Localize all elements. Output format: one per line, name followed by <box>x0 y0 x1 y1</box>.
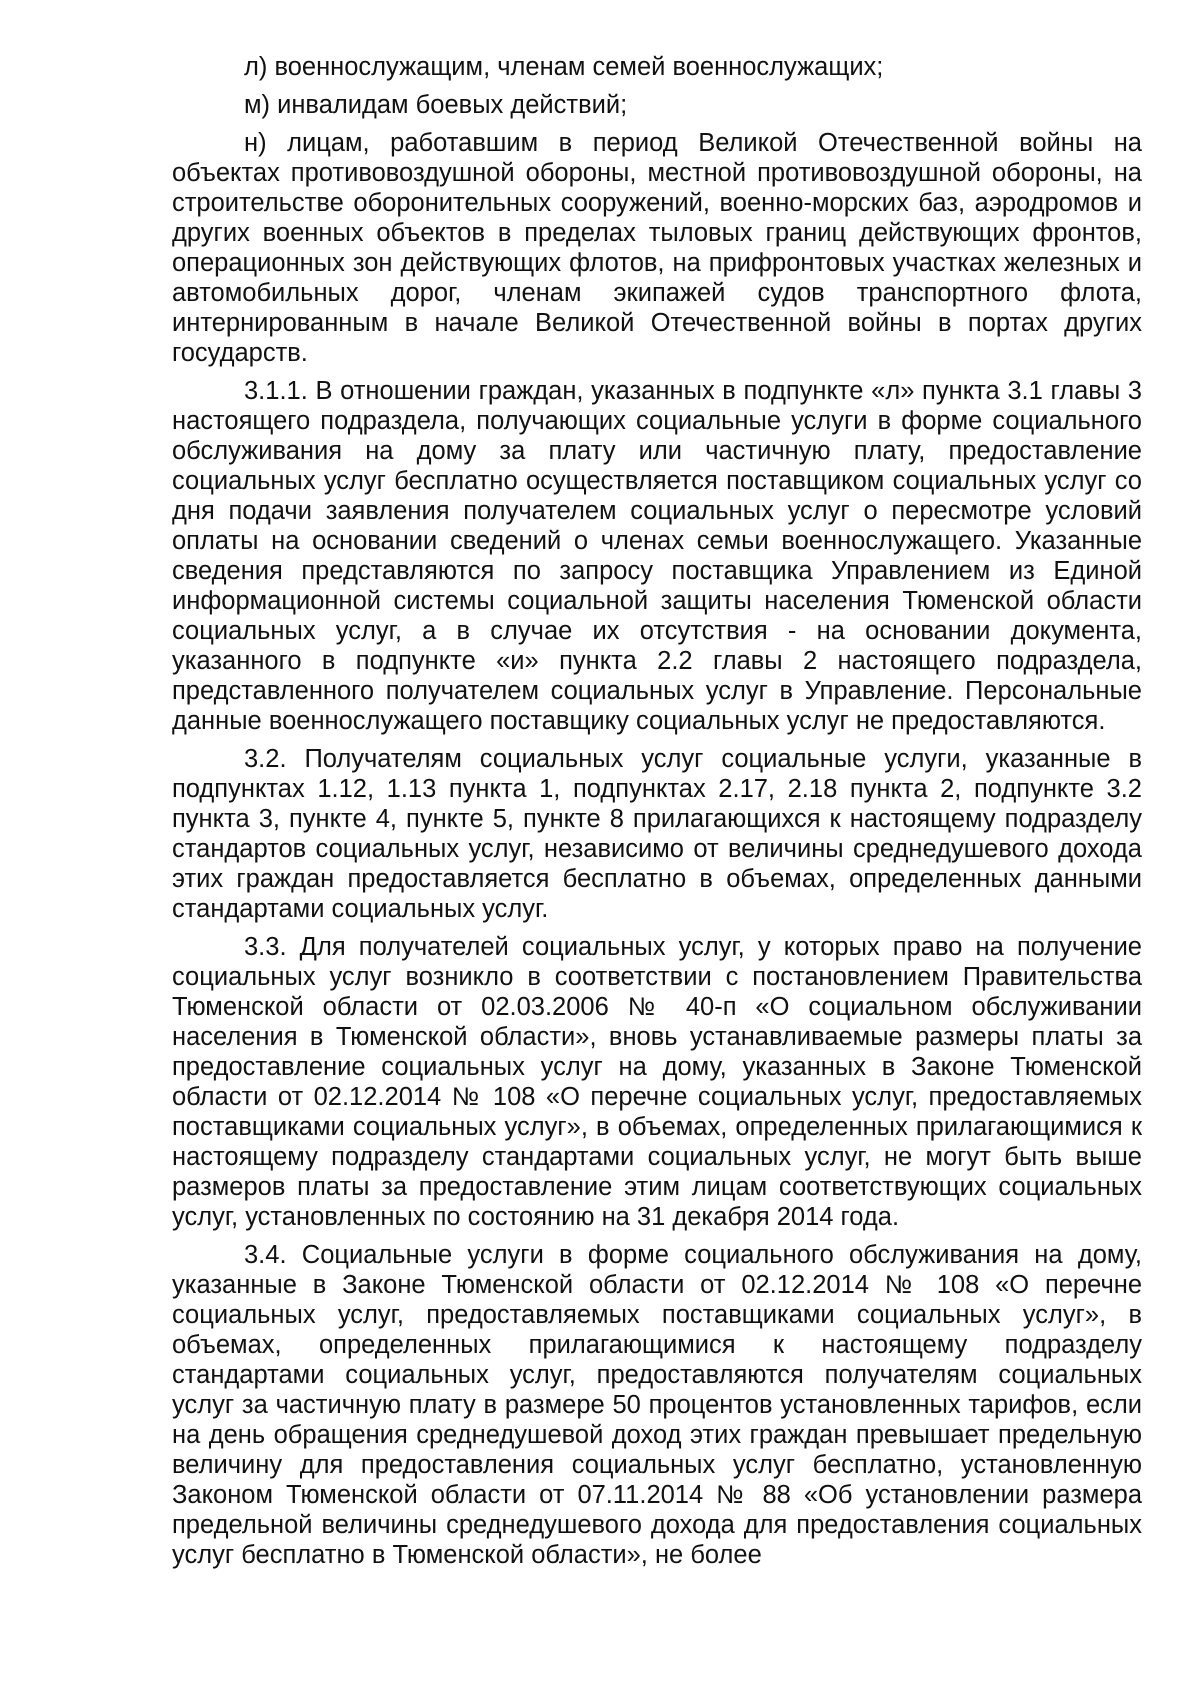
list-item-n: н) лицам, работавшим в период Великой Отечественной войны на объектах противовоздушной обороны, местной противовоздушной обороны, на строительстве оборонительных сооружений, военно-морских баз, аэродромов и других военных объектов в пределах тыловых границ действующих фронтов, операционных зон действующих флотов, на прифронтовых участках железных и автомобильных дорог, членам экипажей судов транспортного флота, интернированным в начале Великой Отечественной войны в портах других государств. <box>172 129 1142 367</box>
list-item-m: м) инвалидам боевых действий; <box>244 91 628 119</box>
list-item-l: л) военнослужащим, членам семей военнослужащих; <box>244 53 884 81</box>
paragraph-3-4: 3.4. Социальные услуги в форме социального обслуживания на дому, указанные в Законе Тюменской области от 02.12.2014 № 108 «О перечне социальных услуг, предоставляемых поставщиками социальных услуг», в объемах, определенных прилагающимися к настоящему подразделу стандартами социальных услуг, предоставляются получателям социальных услуг за частичную плату в размере 50 процентов установленных тарифов, если на день обращения среднедушевой доход этих граждан превышает предельную величину для предоставления социальных услуг бесплатно, установленную Законом Тюменской области от 07.11.2014 № 88 «Об установлении размера предельной величины среднедушевого дохода для предоставления социальных услуг бесплатно в Тюменской области», не более <box>172 1241 1142 1569</box>
document-page <box>172 52 1142 1578</box>
paragraph-3-2: 3.2. Получателям социальных услуг социальные услуги, указанные в подпунктах 1.12, 1.13 пункта 1, подпунктах 2.17, 2.18 пункта 2, подпункте 3.2 пункта 3, пункте 4, пункте 5, пункте 8 прилагающихся к настоящему подразделу стандартов социальных услуг, независимо от величины среднедушевого дохода этих граждан предоставляется бесплатно в объемах, определенных данными стандартами социальных услуг. <box>172 745 1142 923</box>
paragraph-3-3: 3.3. Для получателей социальных услуг, у которых право на получение социальных услуг возникло в соответствии с постановлением Правительства Тюменской области от 02.03.2006 № 40-п «О социальном обслуживании населения в Тюменской области», вновь устанавливаемые размеры платы за предоставление социальных услуг на дому, указанных в Законе Тюменской области от 02.12.2014 № 108 «О перечне социальных услуг, предоставляемых поставщиками социальных услуг», в объемах, определенных прилагающимися к настоящему подразделу стандартами социальных услуг, не могут быть выше размеров платы за предоставление этим лицам соответствующих социальных услуг, установленных по состоянию на 31 декабря 2014 года. <box>172 933 1142 1231</box>
paragraph-3-1-1: 3.1.1. В отношении граждан, указанных в подпункте «л» пункта 3.1 главы 3 настоящего подраздела, получающих социальные услуги в форме социального обслуживания на дому за плату или частичную плату, предоставление социальных услуг бесплатно осуществляется поставщиком социальных услуг со дня подачи заявления получателем социальных услуг о пересмотре условий оплаты на основании сведений о членах семьи военнослужащего. Указанные сведения представляются по запросу поставщика Управлением из Единой информационной системы социальной защиты населения Тюменской области социальных услуг, а в случае их отсутствия - на основании документа, указанного в подпункте «и» пункта 2.2 главы 2 настоящего подраздела, представленного получателем социальных услуг в Управление. Персональные данные военнослужащего поставщику социальных услуг не предоставляются. <box>172 377 1142 735</box>
